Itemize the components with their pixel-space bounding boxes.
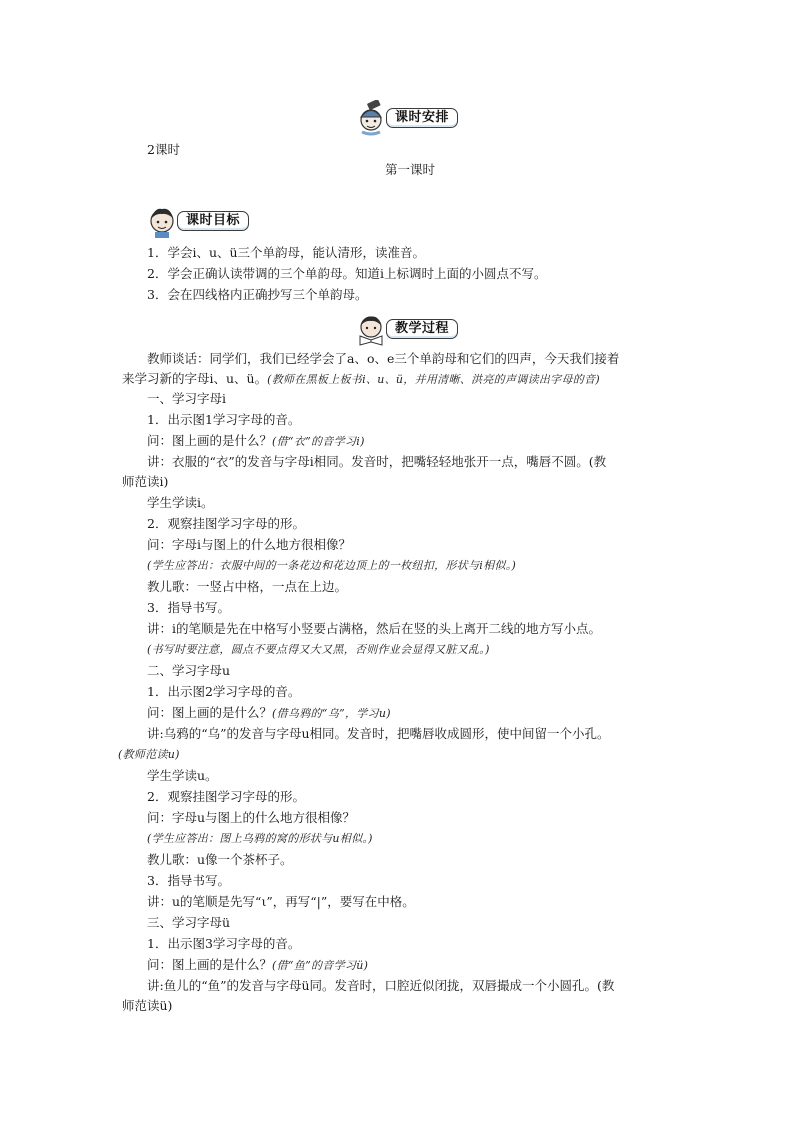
- s1-note-3: (书写时要注意，圆点不要点得又大又黑，否则作业会显得又脏又乱。): [147, 643, 490, 656]
- s2-question-1-text: 问：图上画的是什么？: [147, 705, 273, 720]
- cartoon-boy-icon: [147, 204, 177, 238]
- s1-question-1: [147, 431, 365, 451]
- goal-item-2: 2．学会正确认读带调的三个单韵母。知道i上标调时上面的小圆点不写。: [147, 266, 547, 281]
- intro-line-2-note: (教师在黑板上板书i、u、ü，并用清晰、洪亮的声调读出字母的音): [267, 373, 600, 386]
- s2-student-read: 学生学读u。: [147, 768, 218, 783]
- lesson-title: 第一课时: [385, 162, 436, 177]
- s2-teach-1-line-1: 讲:乌鸦的“乌”的发音与字母u相同。发音时，把嘴唇收成圆形，使中间留一个小孔。: [147, 726, 610, 741]
- intro-line-2: [122, 369, 600, 389]
- cartoon-child-icon: [356, 100, 386, 136]
- s3-question-1-note: (借“鱼”的音学习ü): [272, 959, 369, 972]
- section-3-title: 三、学习字母ü: [147, 915, 231, 930]
- s1-question-1-text: 问：图上画的是什么？: [147, 433, 273, 448]
- intro-line-2-text: 来学习新的字母i、u、ü。: [122, 371, 268, 386]
- s1-answer-2: (学生应答出：衣服中间的一条花边和花边顶上的一枚纽扣，形状与i相似。): [147, 559, 517, 572]
- goals-header-label: 课时目标: [177, 211, 249, 231]
- s3-teach-1-line-2: 师范读ü): [122, 998, 173, 1013]
- s2-step-1: 1．出示图2学习字母的音。: [147, 684, 301, 699]
- s2-teach-3: 讲：u的笔顺是先写“ι”，再写“|”，要写在中格。: [147, 894, 415, 909]
- s3-step-1: 1．出示图3学习字母的音。: [147, 936, 301, 951]
- schedule-hours: 2课时: [147, 142, 180, 157]
- s2-question-1-note: (借乌鸦的“乌”，学习u): [272, 707, 391, 720]
- schedule-header-label: 课时安排: [386, 108, 458, 128]
- s1-student-read: 学生学读i。: [147, 495, 214, 510]
- s2-question-1: [147, 703, 391, 723]
- s1-step-3: 3．指导书写。: [147, 600, 230, 615]
- s2-question-2: 问：字母u与图上的什么地方很相像？: [147, 810, 356, 825]
- goal-item-3: 3．会在四线格内正确抄写三个单韵母。: [147, 287, 368, 302]
- s2-rhyme: 教儿歌：u像一个茶杯子。: [147, 852, 293, 867]
- schedule-header-badge: [356, 100, 458, 136]
- process-header-label: 教学过程: [386, 319, 458, 339]
- s2-teach-1-line-2: (教师范读u): [118, 748, 180, 761]
- process-header-badge: [356, 312, 458, 346]
- section-2-title: 二、学习字母u: [147, 663, 231, 678]
- intro-line-1: 教师谈话：同学们，我们已经学会了a、o、e三个单韵母和它们的四声，今天我们接着: [147, 351, 620, 366]
- s1-question-2: 问：字母i与图上的什么地方很相像？: [147, 537, 351, 552]
- s3-question-1: [147, 955, 368, 975]
- s1-rhyme: 教儿歌：一竖占中格，一点在上边。: [147, 579, 348, 594]
- s1-step-2: 2．观察挂图学习字母的形。: [147, 516, 305, 531]
- s3-question-1-text: 问：图上画的是什么？: [147, 957, 273, 972]
- s2-answer-2: (学生应答出：图上乌鸦的窝的形状与u相似。): [147, 832, 373, 845]
- goals-header-badge: [147, 204, 249, 238]
- s3-teach-1-line-1: 讲:鱼儿的“鱼”的发音与字母ü同。发音时，口腔近似闭拢，双唇撮成一个小圆孔。(教: [147, 978, 615, 993]
- goal-item-1: 1．学会i、u、ü三个单韵母，能认清形，读准音。: [147, 245, 426, 260]
- cartoon-reader-icon: [356, 312, 386, 346]
- s2-step-3: 3．指导书写。: [147, 873, 230, 888]
- s1-teach-1-line-2: 师范读i): [122, 474, 169, 489]
- s1-question-1-note: (借“衣”的音学习i): [272, 435, 365, 448]
- s1-teach-1-line-1: 讲：衣服的“衣”的发音与字母i相同。发音时，把嘴轻轻地张开一点，嘴唇不圆。(教: [147, 454, 607, 469]
- s1-teach-3: 讲：i的笔顺是先在中格写小竖要占满格，然后在竖的头上离开二线的地方写小点。: [147, 621, 601, 636]
- s1-step-1: 1．出示图1学习字母的音。: [147, 412, 301, 427]
- s2-step-2: 2．观察挂图学习字母的形。: [147, 789, 305, 804]
- section-1-title: 一、学习字母i: [147, 391, 226, 406]
